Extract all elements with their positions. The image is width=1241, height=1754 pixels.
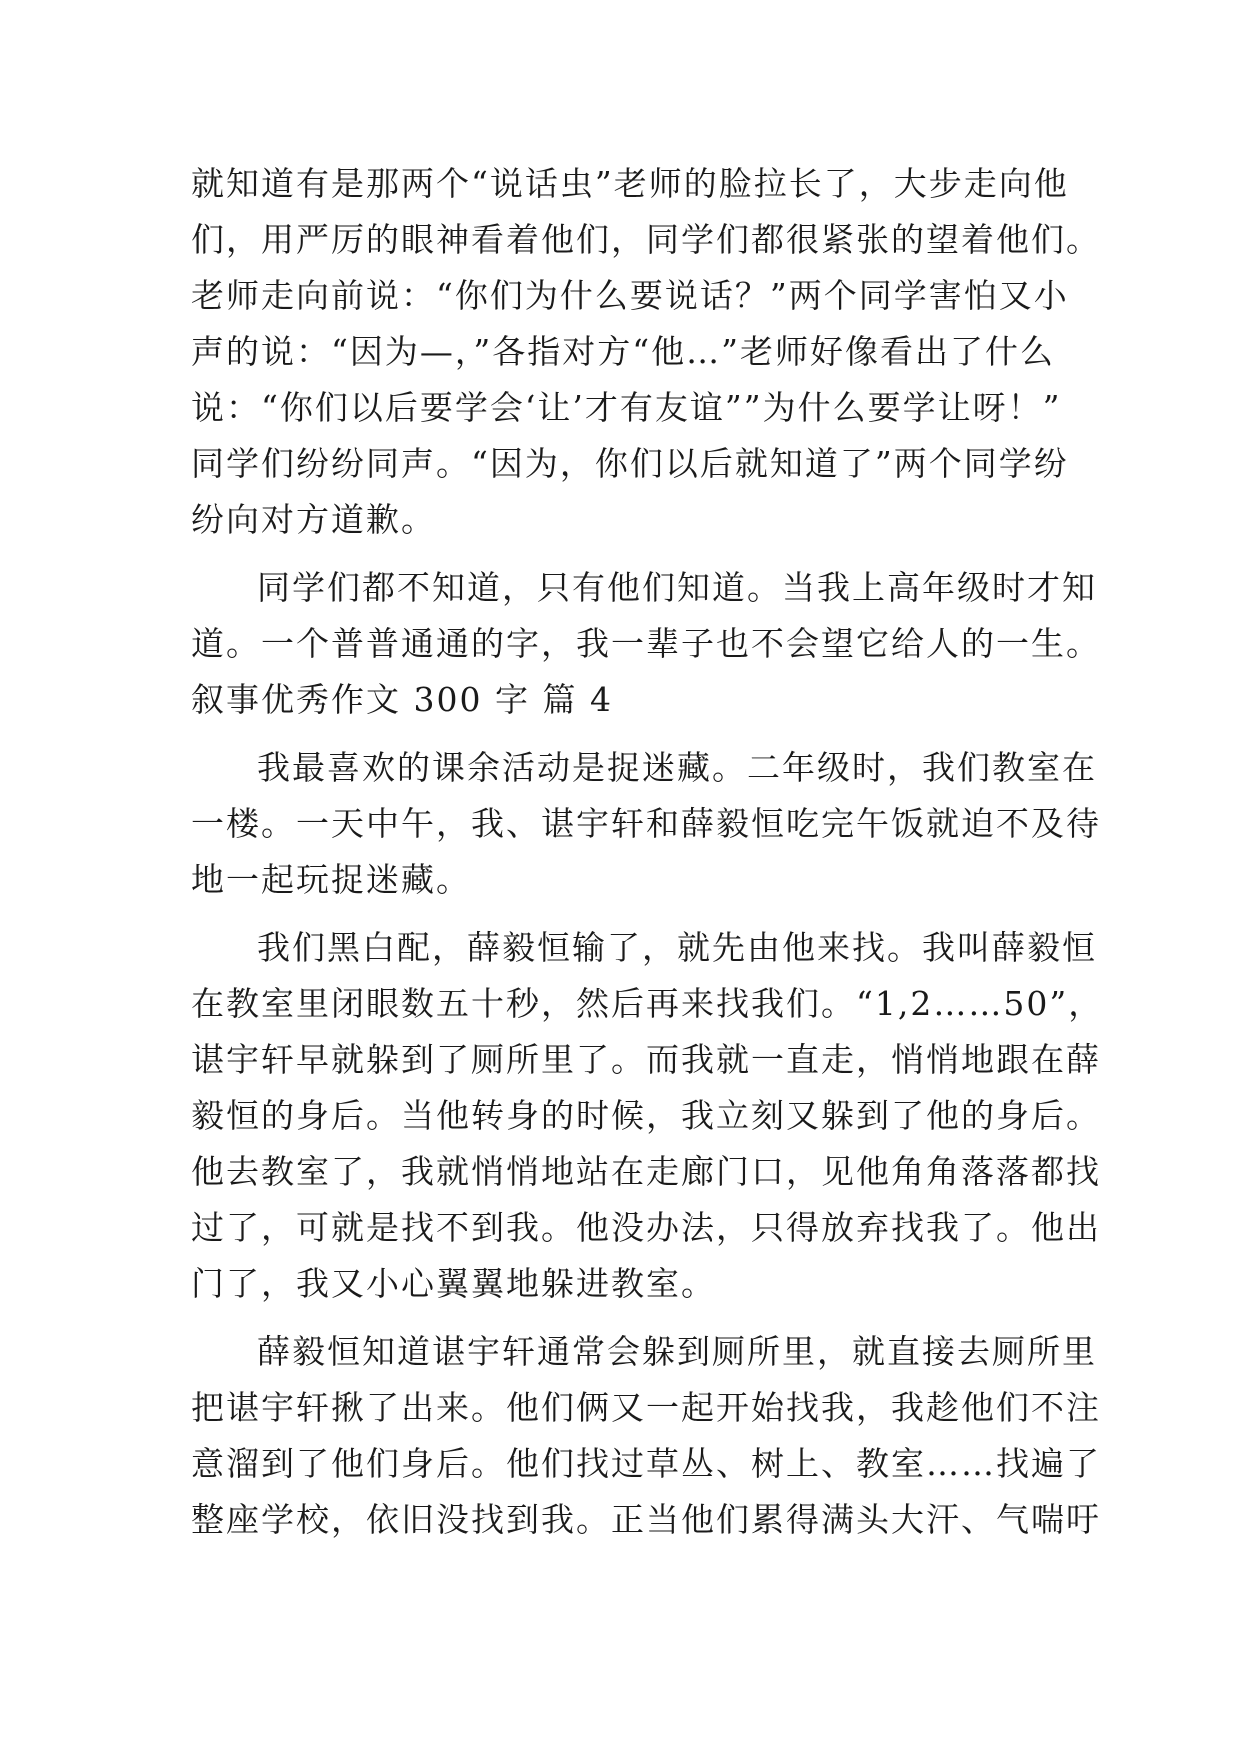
text-line: 整座学校，依旧没找到我。正当他们累得满头大汗、气喘吁 [191, 1500, 1101, 1539]
text-line: 意溜到了他们身后。他们找过草丛、树上、教室……找遍了 [191, 1444, 1101, 1483]
text-line: 纷向对方道歉。 [191, 500, 436, 539]
paragraph-first-line: 我们黑白配，薛毅恒输了，就先由他来找。我叫薛毅恒 [257, 928, 1097, 967]
section-heading: 叙事优秀作文 300 字 篇 4 [191, 680, 613, 719]
text-line: 在教室里闭眼数五十秒，然后再来找我们。“1,2……50”， [191, 984, 1104, 1023]
text-line: 同学们纷纷同声。“因为，你们以后就知道了”两个同学纷 [191, 444, 1069, 483]
paragraph-first-line: 薛毅恒知道谌宇轩通常会躲到厕所里，就直接去厕所里 [257, 1332, 1097, 1371]
text-line: 们，用严厉的眼神看着他们，同学们都很紧张的望着他们。 [191, 220, 1101, 259]
text-line: 地一起玩捉迷藏。 [191, 860, 471, 899]
text-line: 一楼。一天中午，我、谌宇轩和薛毅恒吃完午饭就迫不及待 [191, 804, 1101, 843]
text-line: 声的说：“因为—，”各指对方“他…”老师好像看出了什么 [191, 332, 1055, 371]
paragraph-first-line: 同学们都不知道，只有他们知道。当我上高年级时才知 [257, 568, 1097, 607]
text-line: 过了，可就是找不到我。他没办法，只得放弃找我了。他出 [191, 1208, 1101, 1247]
text-line: 老师走向前说：“你们为什么要说话？”两个同学害怕又小 [191, 276, 1069, 315]
text-line: 门了，我又小心翼翼地躲进教室。 [191, 1264, 716, 1303]
text-line: 谌宇轩早就躲到了厕所里了。而我就一直走，悄悄地跟在薛 [191, 1040, 1101, 1079]
text-line: 道。一个普普通通的字，我一辈子也不会望它给人的一生。 [191, 624, 1101, 663]
paragraph-first-line: 我最喜欢的课余活动是捉迷藏。二年级时，我们教室在 [257, 748, 1097, 787]
text-line: 毅恒的身后。当他转身的时候，我立刻又躲到了他的身后。 [191, 1096, 1101, 1135]
text-line: 说：“你们以后要学会‘让’才有友谊””为什么要学让呀！” [191, 388, 1062, 427]
text-line: 把谌宇轩揪了出来。他们俩又一起开始找我，我趁他们不注 [191, 1388, 1101, 1427]
text-line: 就知道有是那两个“说话虫”老师的脸拉长了，大步走向他 [191, 164, 1069, 203]
text-line: 他去教室了，我就悄悄地站在走廊门口，见他角角落落都找 [191, 1152, 1101, 1191]
